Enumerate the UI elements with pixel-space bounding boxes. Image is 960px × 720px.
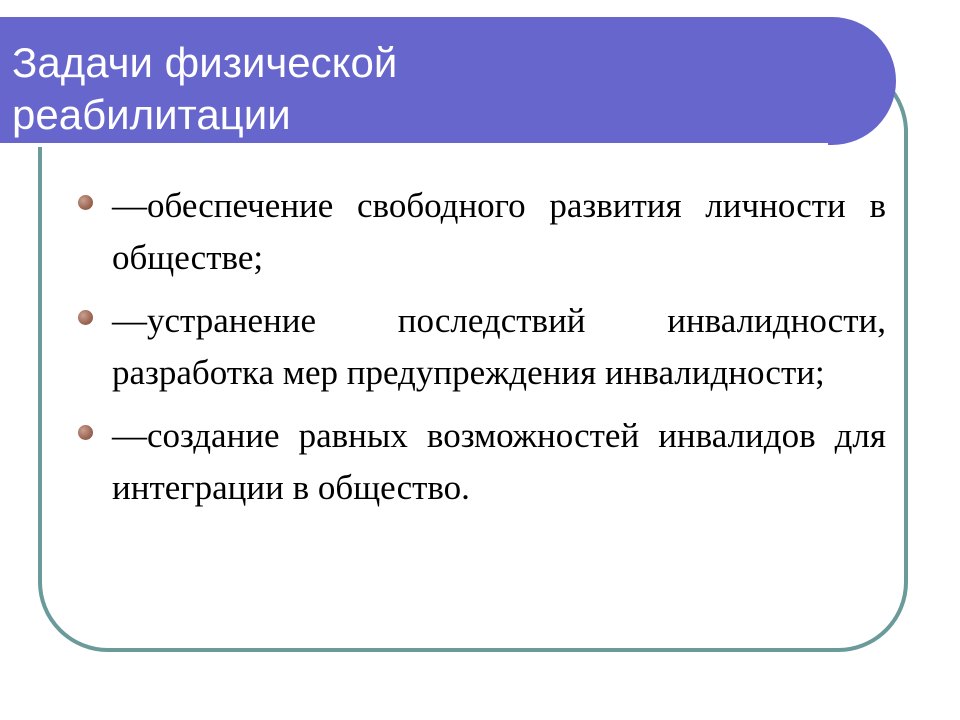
bullet-item xyxy=(74,410,886,514)
bullet-text: —создание равных возможностей инвалидов для интеграции в общество. xyxy=(112,416,886,507)
bullet-dot-icon xyxy=(78,310,93,325)
bullet-list xyxy=(74,180,886,525)
bullet-item xyxy=(74,295,886,399)
bullet-text: —устранение последствий инвалидности, разработка мер предупреждения инвалидности; xyxy=(112,301,886,392)
bullet-dot-icon xyxy=(78,195,93,210)
title-underline xyxy=(0,143,828,147)
slide-title: Задачи физической реабилитации xyxy=(12,39,398,138)
bullet-dot-icon xyxy=(78,425,93,440)
bullet-item xyxy=(74,180,886,284)
bullet-text: —обеспечение свободного развития личности в обществе; xyxy=(112,186,886,277)
title-bar xyxy=(0,17,896,145)
